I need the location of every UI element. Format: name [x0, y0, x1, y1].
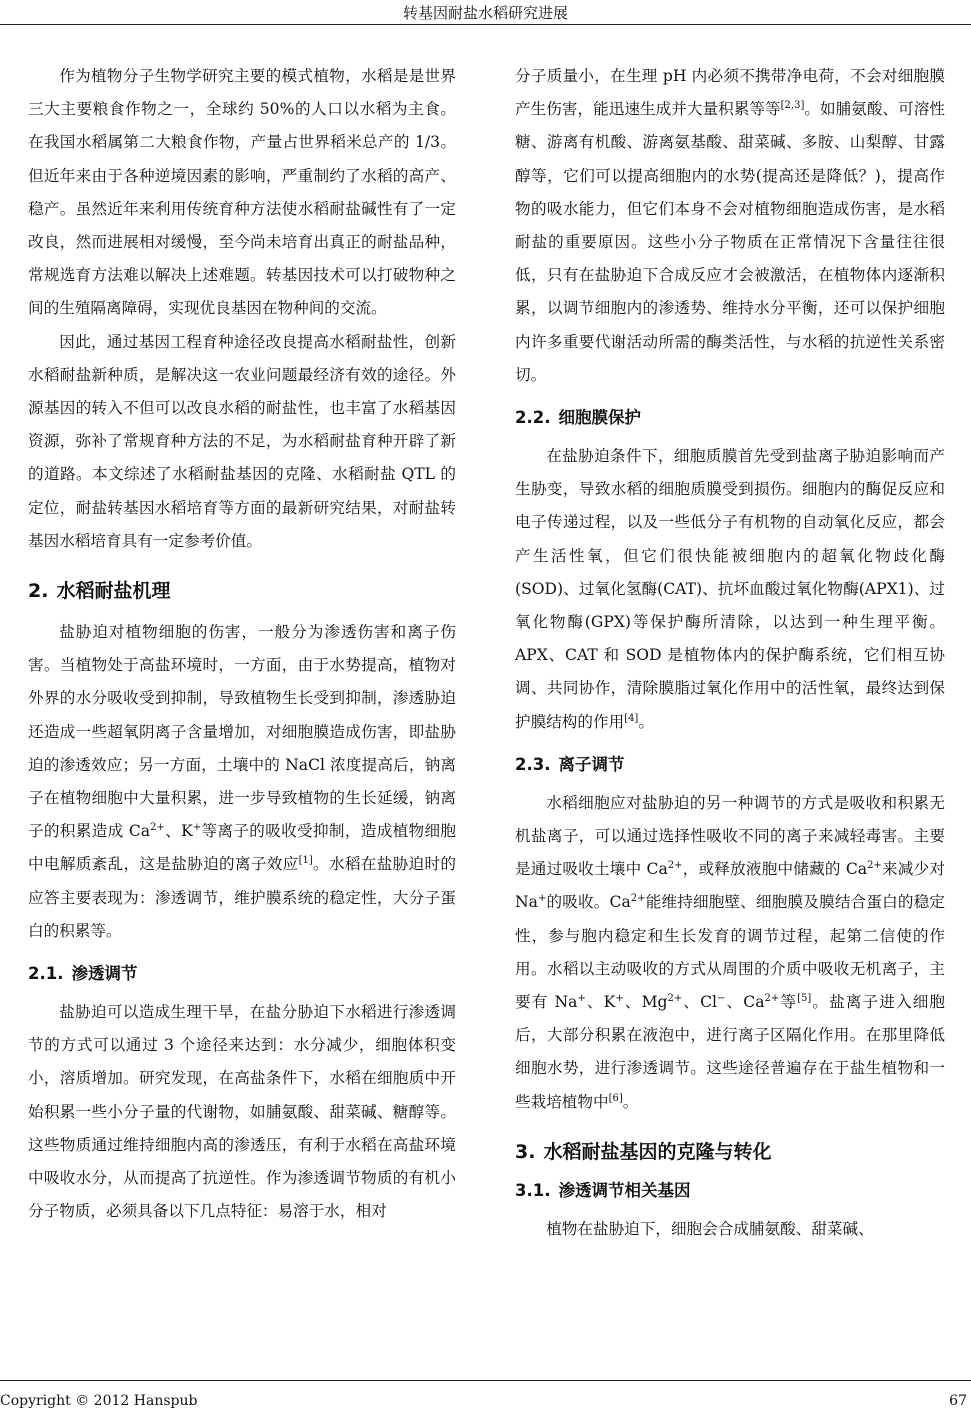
text-run: 。如脯氨酸、可溶性糖、游离有机酸、游离氨基酸、甜菜碱、多胺、山梨醇、甘露醇等，它们可以提高细胞内的水势(提高还是降低？)，提高作物的吸水能力，但它们本身不会对植物细胞造成伤害，是水稻耐盐的重要原因。这些小分子物质在正常情况下含量往往很低，只有在盐胁迫下合成反应才会被激活，在植物体内逐渐积累，以调节细胞内的渗透势、维持水分平衡，还可以保护细胞内许多重要代谢活动所需的酶类活性，与水稻的抗逆性关系密切。 — [515, 100, 945, 384]
superscript: + — [192, 822, 202, 834]
superscript: 2+ — [667, 860, 683, 872]
page-footer — [0, 1380, 971, 1409]
left-column — [28, 60, 456, 1229]
citation: [5] — [797, 992, 812, 1004]
paragraph — [515, 60, 945, 392]
subsection-title: 渗透调节相关基因 — [558, 1180, 691, 1200]
text-run: 、Cl — [682, 993, 718, 1012]
superscript: 2+ — [867, 860, 882, 872]
text-run: 、Mg — [623, 993, 668, 1012]
text-run: 。水稻在盐胁迫时的应答主要表现为：渗透调节，维护膜系统的稳定性，大分子蛋白的积累等。 — [28, 855, 456, 940]
text-run: 、Ca — [725, 993, 765, 1012]
subsection-number: 2.2. — [515, 408, 551, 428]
citation: [4] — [624, 712, 639, 724]
subsection-heading — [28, 962, 456, 986]
right-column — [515, 60, 945, 1246]
text-run: 、K — [164, 822, 193, 841]
section-number: 3. — [515, 1140, 536, 1163]
superscript: 2+ — [667, 992, 683, 1004]
text-run: 等离子的吸收受抑制，造成植物细胞中电解质紊乱，这是盐胁迫的离子效应 — [28, 822, 456, 874]
citation: [1] — [298, 855, 313, 867]
text-run: 能维持细胞壁、细胞膜及膜结合蛋白的稳定性，参与胞内稳定和生长发育的调节过程，起第二信使的作用。水稻以主动吸收的方式从周围的介质中吸收无机离子，主要有 Na — [515, 893, 945, 1012]
superscript: 2+ — [630, 893, 646, 905]
subsection-number: 2.1. — [28, 964, 64, 984]
superscript: + — [537, 893, 547, 905]
paragraph — [28, 616, 456, 948]
text-run: 。 — [638, 712, 654, 731]
running-title: 转基因耐盐水稻研究进展 — [402, 4, 568, 22]
subsection-number: 3.1. — [515, 1180, 551, 1200]
text-run: 等 — [779, 993, 798, 1012]
text-run: 、K — [585, 993, 616, 1012]
subsection-number: 2.3. — [515, 754, 551, 774]
superscript: + — [577, 992, 586, 1004]
subsection-title: 细胞膜保护 — [558, 408, 641, 428]
paragraph: 植物在盐胁迫下，细胞会合成脯氨酸、甜菜碱、 — [546, 1219, 874, 1238]
running-header — [0, 2, 971, 25]
superscript: − — [717, 992, 726, 1004]
text-run: 分子质量小，在生理 pH 内必须不携带净电荷，不会对细胞膜产生伤害，能迅速生成并大量积累等等 — [515, 67, 945, 119]
text-run: ，或释放液胞中储藏的 Ca — [682, 860, 868, 879]
citation: [2,3] — [780, 100, 805, 112]
superscript: 2+ — [764, 992, 780, 1004]
section-title: 水稻耐盐基因的克隆与转化 — [543, 1140, 772, 1163]
page-number: 67 — [949, 1393, 967, 1409]
subsection-heading — [515, 753, 945, 777]
subsection-heading — [515, 406, 945, 430]
paragraph: 盐胁迫可以造成生理干旱，在盐分胁迫下水稻进行渗透调节的方式可以通过 3 个途径来达到：水分减少，细胞体积变小，溶质增加。研究发现，在高盐条件下，水稻在细胞质中开始积累一些小分子量的代谢物，如脯氨酸、甜菜碱、糖醇等。这些物质通过维持细胞内高的渗透压，有利于水稻在高盐环境中吸收水分，从而提高了抗逆性。作为渗透调节物质的有机小分子物质，必须具备以下几点特征：易溶于水，相对 — [28, 1003, 456, 1221]
section-heading — [28, 578, 456, 604]
subsection-heading — [515, 1179, 945, 1203]
paragraph — [515, 440, 945, 739]
superscript: + — [615, 992, 624, 1004]
paragraph: 作为植物分子生物学研究主要的模式植物，水稻是是世界三大主要粮食作物之一，全球约 50%的人口以水稻为主食。在我国水稻属第二大粮食作物，产量占世界稻米总产的 1/3。但近年来由于各种逆境因素的影响，严重制约了水稻的高产、稳产。虽然近年来利用传统育种方法使水稻耐盐碱性有了一定改良，然而进展相对缓慢，至今尚未培育出真正的耐盐品种，常规选育方法难以解决上述难题。转基因技术可以打破物种之间的生殖隔离障碍，实现优良基因在物种间的交流。 — [28, 67, 456, 318]
text-run: 。盐离子进入细胞后，大部分积累在液泡中，进行离子区隔化作用。在那里降低细胞水势，进行渗透调节。这些途径普遍存在于盐生植物和一些栽培植物中 — [515, 993, 946, 1111]
paragraph — [515, 787, 945, 1119]
section-number: 2. — [28, 580, 49, 603]
copyright: Copyright © 2012 Hanspub — [0, 1393, 198, 1409]
text-run: 盐胁迫对植物细胞的伤害，一般分为渗透伤害和离子伤害。当植物处于高盐环境时，一方面，由于水势提高，植物对外界的水分吸收受到抑制，导致植物生长受到抑制，渗透胁迫还造成一些超氧阴离子含量增加，对细胞膜造成伤害，即盐胁迫的渗透效应；另一方面，土壤中的 NaCl 浓度提高后，钠离子在植物细胞中大量积累，进一步导致植物的生长延缓，钠离子的积累造成 Ca — [28, 623, 456, 841]
text-run: 来减少对 Na — [515, 860, 945, 912]
text-run: 的吸收。Ca — [546, 893, 631, 912]
subsection-title: 渗透调节 — [71, 964, 138, 984]
text-run: 水稻细胞应对盐胁迫的另一种调节的方式是吸收和积累无机盐离子，可以通过选择性吸收不同的离子来减轻毒害。主要是通过吸收土壤中 Ca — [515, 793, 945, 879]
text-run: 。 — [622, 1092, 639, 1111]
text-run: 在盐胁迫条件下，细胞质膜首先受到盐离子胁迫影响而产生胁变，导致水稻的细胞质膜受到损伤。细胞内的酶促反应和电子传递过程，以及一些低分子有机物的自动氧化反应，都会产生活性氧，但它们很快能被细胞内的超氧化物歧化酶(SOD)、过氧化氢酶(CAT)、抗坏血酸过氧化物酶(APX1)、过氧化物酶(GPX)等保护酶所清除，以达到一种生理平衡。APX、CAT 和 SOD 是植物体内的保护酶系统，它们相互协调、共同协作，清除膜脂过氧化作用中的活性氧，最终达到保护膜结构的作用 — [515, 447, 945, 731]
superscript: 2+ — [150, 822, 165, 834]
subsection-title: 离子调节 — [558, 754, 625, 774]
paragraph: 因此，通过基因工程育种途径改良提高水稻耐盐性，创新水稻耐盐新种质，是解决这一农业问题最经济有效的途径。外源基因的转入不但可以改良水稻的耐盐性，也丰富了水稻基因资源，弥补了常规育种方法的不足，为水稻耐盐育种开辟了新的道路。本文综述了水稻耐盐基因的克隆、水稻耐盐 QTL 的定位，耐盐转基因水稻培育等方面的最新研究结果，对耐盐转基因水稻培育具有一定参考价值。 — [28, 332, 456, 550]
citation: [6] — [608, 1092, 623, 1104]
section-title: 水稻耐盐机理 — [56, 580, 171, 603]
section-heading — [515, 1139, 945, 1165]
